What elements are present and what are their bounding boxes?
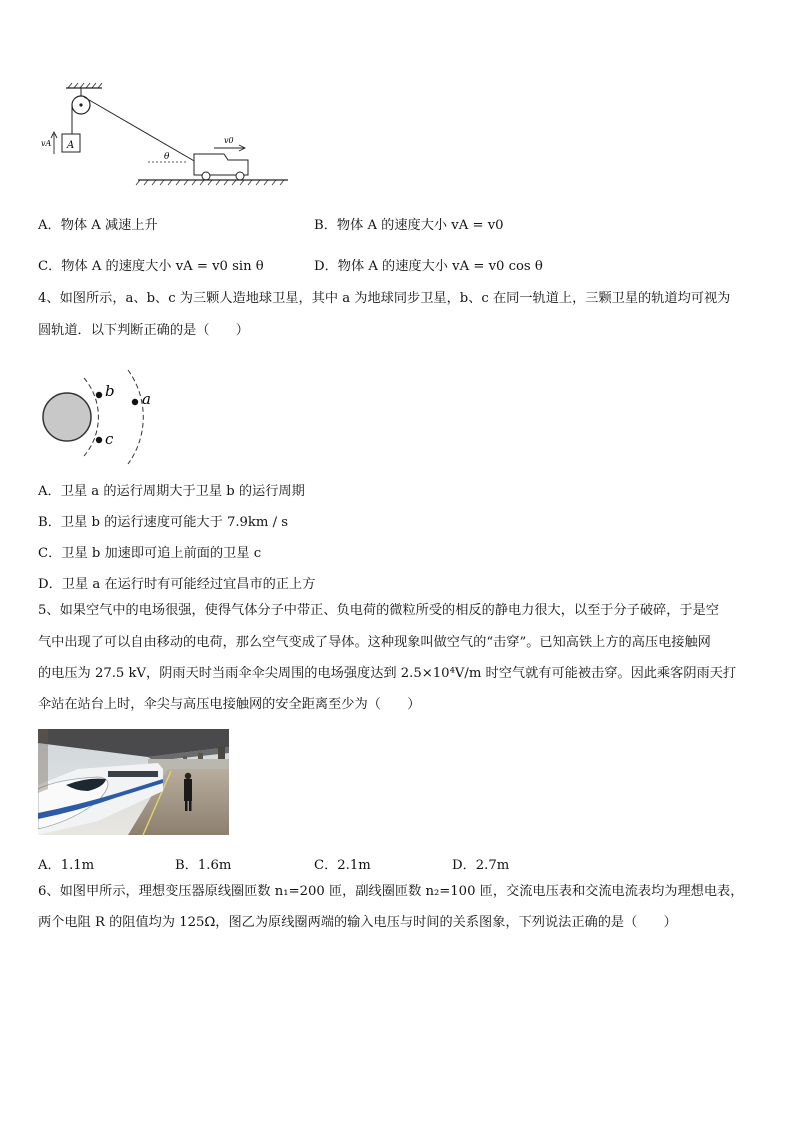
label-c: c xyxy=(105,430,114,448)
q3-option-c: C．物体 A 的速度大小 vA = v0 sin θ xyxy=(38,259,264,274)
q4-option-b: B．卫星 b 的运行速度可能大于 7.9km / s xyxy=(38,515,289,530)
q5-option-c: C．2.1m xyxy=(314,858,371,873)
label-a: a xyxy=(142,390,151,408)
q4-stem-line2: 圆轨道．以下判断正确的是（ ） xyxy=(38,323,249,338)
satellite-a xyxy=(132,399,138,405)
q5-stem-line4: 伞站在站台上时，伞尖与高压电接触网的安全距离至少为（ ） xyxy=(38,697,421,712)
q5-option-d: D．2.7m xyxy=(452,858,510,873)
q4-stem-line1: 4、如图所示，a、b、c 为三颗人造地球卫星，其中 a 为地球同步卫星，b、c 在同一轨道上，三颗卫星的轨道均可视为 xyxy=(38,291,731,306)
earth xyxy=(43,393,91,441)
pulley-cart-figure xyxy=(36,82,296,192)
q5-option-b: B．1.6m xyxy=(175,858,232,873)
q6-stem-line1: 6、如图甲所示，理想变压器原线圈匝数 n₁=200 匝，副线圈匝数 n₂=100 匝，交流电压表和交流电流表均为理想电表， xyxy=(38,884,744,899)
label-A: A xyxy=(67,140,75,151)
q4-option-a: A．卫星 a 的运行周期大于卫星 b 的运行周期 xyxy=(38,484,305,499)
q6-stem-line2: 两个电阻 R 的阻值均为 125Ω，图乙为原线圈两端的输入电压与时间的关系图象，下列说法正确的是（ ） xyxy=(38,915,677,930)
q3-option-d: D．物体 A 的速度大小 vA = v0 cos θ xyxy=(314,259,543,274)
q5-stem-line1: 5、如果空气中的电场很强，使得气体分子中带正、负电荷的微粒所受的相反的静电力很大，以至于分子破碎，于是空 xyxy=(38,603,719,618)
satellite-b xyxy=(96,392,102,398)
q5-stem-line2: 气中出现了可以自由移动的电荷，那么空气变成了导体。这种现象叫做空气的“击穿”。已知高铁上方的高压电接触网 xyxy=(38,635,711,650)
label-b: b xyxy=(105,382,115,400)
label-v0: v0 xyxy=(224,136,234,145)
q5-stem-line3: 的电压为 27.5 kV，阴雨天时当雨伞伞尖周围的电场强度达到 2.5×10⁴V/m 时空气就有可能被击穿。因此乘客阴雨天打 xyxy=(38,666,737,681)
q3-option-a: A．物体 A 减速上升 xyxy=(38,218,158,233)
label-theta: θ xyxy=(164,152,170,162)
q4-option-c: C．卫星 b 加速即可追上前面的卫星 c xyxy=(38,546,262,561)
satellite-c xyxy=(96,437,102,443)
label-vA: vA xyxy=(41,139,52,148)
satellite-orbit-figure xyxy=(38,360,168,470)
train-platform-photo xyxy=(38,729,229,835)
q3-option-b: B．物体 A 的速度大小 vA = v0 xyxy=(314,218,504,233)
q5-option-a: A．1.1m xyxy=(38,858,95,873)
q4-option-d: D．卫星 a 在运行时有可能经过宜昌市的正上方 xyxy=(38,577,316,592)
